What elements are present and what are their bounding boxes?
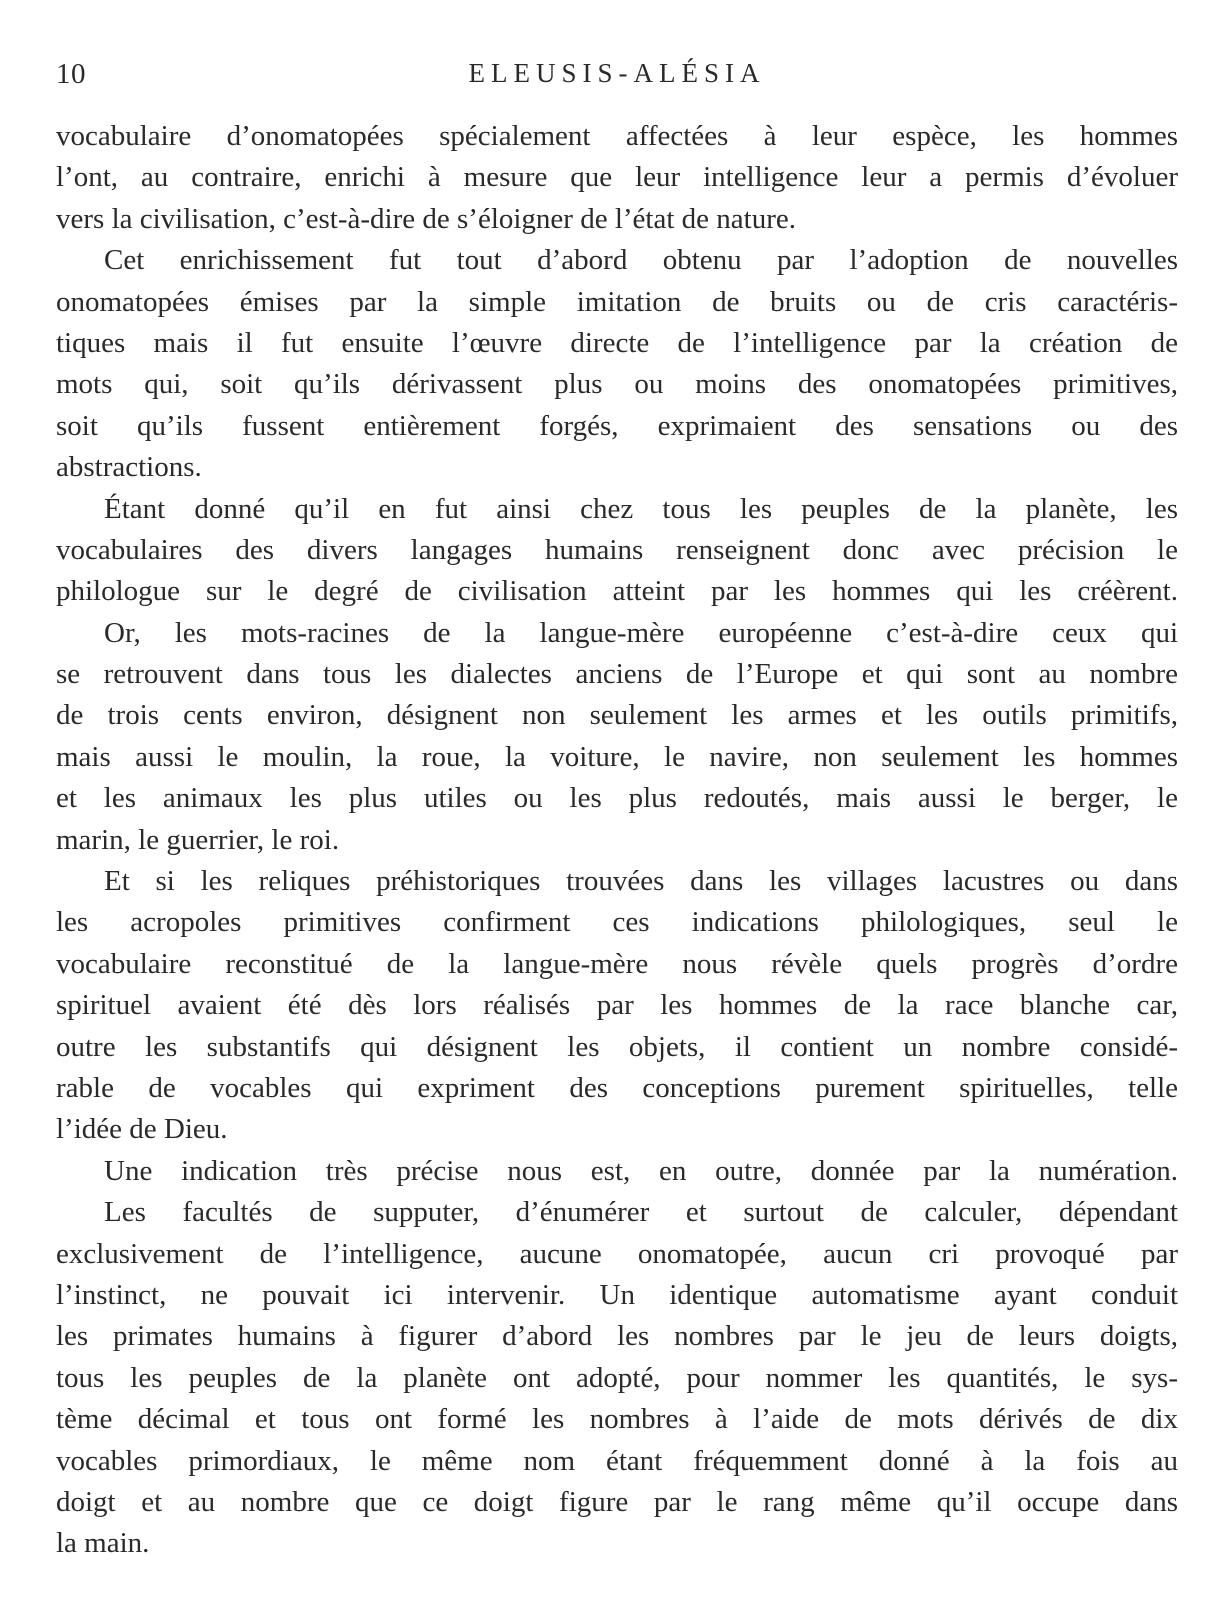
text-line: vocables primordiaux, le même nom étant fréquemment donné à la fois au	[56, 1444, 1178, 1477]
text-line: Les facultés de supputer, d’énumérer et surtout de calculer, dépendant	[104, 1196, 1178, 1229]
text-line: vocabulaire d’onomatopées spécialement affectées à leur espèce, les hommes	[56, 120, 1178, 152]
text-line: la main.	[56, 1527, 150, 1560]
text-line: onomatopées émises par la simple imitation de bruits ou de cris caractéris-	[56, 285, 1178, 318]
text-line: soit qu’ils fussent entièrement forgés, exprimaient des sensations ou des	[56, 409, 1178, 442]
text-line: vocabulaire reconstitué de la langue-mère nous révèle quels progrès d’ordre	[56, 947, 1178, 980]
text-line: les acropoles primitives confirment ces indications philologiques, seul le	[56, 906, 1178, 939]
text-line: et les animaux les plus utiles ou les plus redoutés, mais aussi le berger, le	[56, 782, 1178, 815]
text-line: Étant donné qu’il en fut ainsi chez tous les peuples de la planète, les	[104, 492, 1178, 525]
page-header	[56, 58, 1178, 98]
text-line: Or, les mots-racines de la langue-mère européenne c’est-à-dire ceux qui	[104, 616, 1178, 649]
text-line: l’ont, au contraire, enrichi à mesure que leur intelligence leur a permis d’évoluer	[56, 161, 1178, 194]
page-number: 10	[56, 58, 86, 90]
text-line: vocabulaires des divers langages humains renseignent donc avec précision le	[56, 533, 1178, 566]
text-line: Et si les reliques préhistoriques trouvées dans les villages lacustres ou dans	[104, 865, 1178, 898]
text-line: doigt et au nombre que ce doigt figure par le rang même qu’il occupe dans	[56, 1485, 1178, 1518]
text-line: de trois cents environ, désignent non seulement les armes et les outils primitifs,	[56, 699, 1178, 732]
text-line: se retrouvent dans tous les dialectes anciens de l’Europe et qui sont au nombre	[56, 658, 1178, 691]
text-line: vers la civilisation, c’est-à-dire de s’éloigner de l’état de nature.	[56, 202, 796, 235]
text-line: outre les substantifs qui désignent les objets, il contient un nombre considé-	[56, 1030, 1178, 1063]
text-line: Une indication très précise nous est, en outre, donnée par la numération.	[104, 1154, 1178, 1187]
text-line: rable de vocables qui expriment des conceptions purement spirituelles, telle	[56, 1071, 1178, 1104]
text-line: marin, le guerrier, le roi.	[56, 823, 340, 856]
body-text	[56, 116, 1178, 1565]
text-line: l’idée de Dieu.	[56, 1113, 228, 1146]
text-line: mots qui, soit qu’ils dérivassent plus ou moins des onomatopées primitives,	[56, 368, 1178, 401]
text-line: tous les peuples de la planète ont adopté, pour nommer les quantités, le sys-	[56, 1361, 1178, 1394]
text-line: tème décimal et tous ont formé les nombres à l’aide de mots dérivés de dix	[56, 1403, 1178, 1436]
text-line: l’instinct, ne pouvait ici intervenir. Un identique automatisme ayant conduit	[56, 1278, 1178, 1311]
text-line: les primates humains à figurer d’abord les nombres par le jeu de leurs doigts,	[56, 1320, 1178, 1353]
text-line: exclusivement de l’intelligence, aucune onomatopée, aucun cri provoqué par	[56, 1237, 1178, 1270]
running-title: ELEUSIS-ALÉSIA	[468, 58, 766, 88]
text-line: abstractions.	[56, 451, 202, 484]
text-line: Cet enrichissement fut tout d’abord obtenu par l’adoption de nouvelles	[104, 244, 1178, 277]
text-line: tiques mais il fut ensuite l’œuvre directe de l’intelligence par la création de	[56, 326, 1178, 359]
text-line: mais aussi le moulin, la roue, la voiture, le navire, non seulement les hommes	[56, 740, 1178, 773]
text-line: philologue sur le degré de civilisation atteint par les hommes qui les créèrent.	[56, 575, 1178, 608]
text-line: spirituel avaient été dès lors réalisés par les hommes de la race blanche car,	[56, 989, 1178, 1022]
